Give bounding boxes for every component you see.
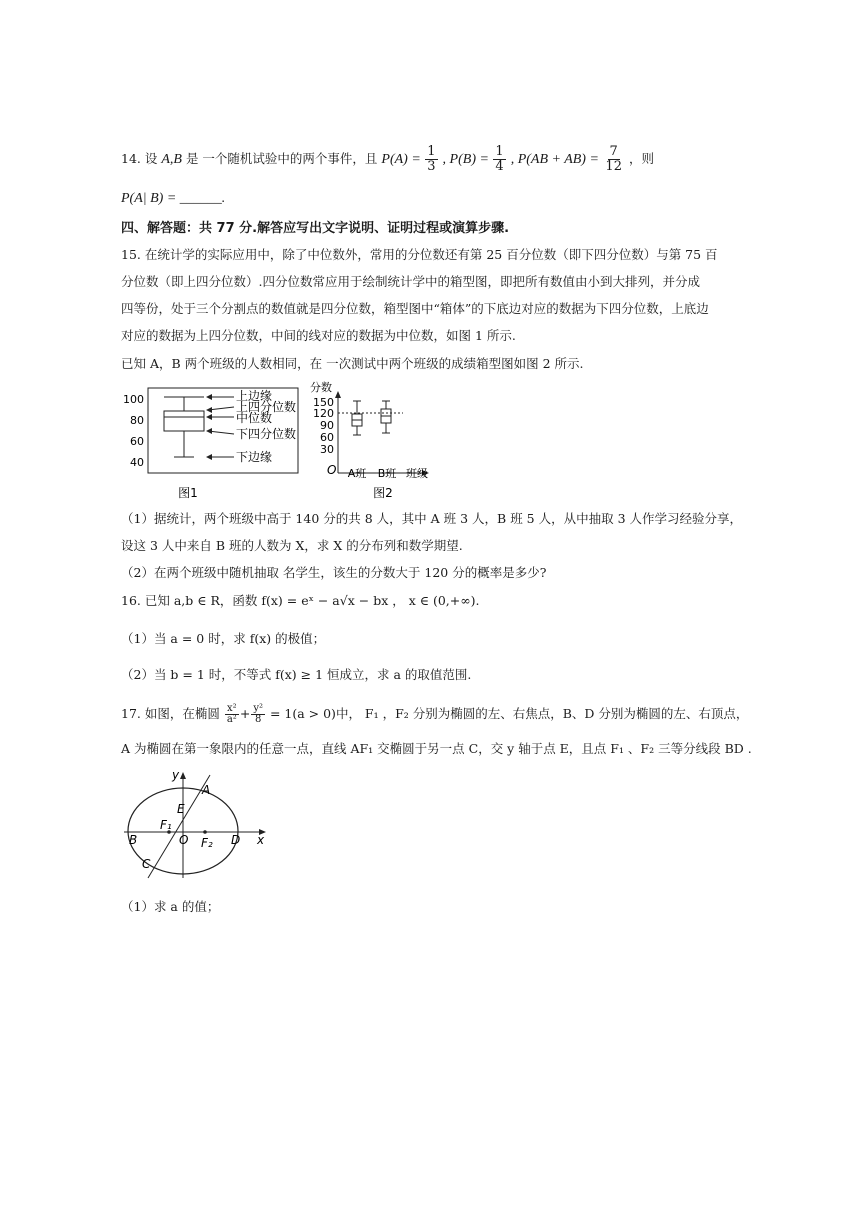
q14-events: A,B	[161, 152, 182, 167]
q16-sub1: （1）当 a = 0 时，求 f(x) 的极值；	[121, 631, 326, 646]
fig1-box	[164, 411, 204, 431]
q14-pb: , P(B) =	[442, 152, 493, 167]
label-d: D	[231, 833, 241, 847]
q17-frac-x: $\frac{\text{x²}}{\text{a²}}$	[226, 703, 237, 725]
q14-text: 是 一个随机试验中的两个事件，且	[185, 151, 378, 166]
q15-p3: 四等份，处于三个分割点的数值就是四分位数，箱型图中“箱体”的下底边对应的数据为下四分位数，上底边	[121, 301, 709, 316]
fig2-caption: 图2	[373, 486, 393, 500]
figure-ellipse	[120, 766, 280, 881]
fig2-xlabel-b: B班	[377, 467, 397, 480]
q15-sub2: （2）在两个班级中随机抽取 名学生，该生的分数大于 120 分的概率是多少?	[121, 565, 547, 580]
q14-pa: P(A) =	[381, 152, 425, 167]
point-f2	[203, 830, 207, 834]
q17-eq-rest: = 1(a > 0)	[265, 706, 336, 721]
section4-title: 四、解答题：共 77 分.解答应写出文字说明、证明过程或演算步骤.	[121, 221, 510, 236]
q17-line2: A 为椭圆在第一象限内的任意一点，直线 AF₁ 交椭圆于另一点 C，交 y 轴于点 E，且点 F₁ 、F₂ 三等分线段 BD .	[121, 741, 752, 756]
q17-prefix: 17. 如图，在椭圆	[121, 706, 220, 721]
q14-line1	[121, 145, 654, 174]
fig1-label-upper-edge: 上边缘	[236, 389, 273, 403]
label-e: E	[177, 802, 185, 816]
label-f1: F₁	[160, 818, 172, 832]
fig1-label-upper-quartile: 上四分位数	[236, 400, 297, 414]
fig1-tick-60: 60	[130, 435, 144, 448]
q14-frac2: $\frac{1}{4}$	[495, 144, 504, 174]
q14-number: 14. 设	[121, 151, 158, 166]
q17-stem: 17. 如图，在椭圆 $\frac{\text{x²}}{\text{a²}}$ + $\frac{\text{y²}}{8}$ = 1(a > 0)中， F₁ ，F₂ 分别为椭圆的左、右焦点，B、D 分别为椭圆的左、右顶点，	[121, 703, 749, 725]
fig1-label-lower-quartile: 下四分位数	[236, 427, 297, 441]
fig2-tick-90: 90	[320, 419, 334, 432]
label-a: A	[202, 783, 211, 797]
q14-line2: P(A| B) = ______.	[121, 191, 226, 206]
q17-frac-y: $\frac{\text{y²}}{8}$	[253, 703, 263, 725]
q15-p5: 已知 A，B 两个班级的人数相同，在 一次测试中两个班级的成绩箱型图如图 2 所示.	[121, 356, 584, 371]
label-o: O	[179, 833, 189, 847]
fig1-tick-100: 100	[123, 393, 144, 406]
label-x: x	[257, 833, 265, 847]
fig1-tick-80: 80	[130, 414, 144, 427]
q14-frac3: $\frac{7}{12}$	[605, 144, 622, 174]
q15-p2: 分位数（即上四分位数）.四分位数常应用于绘制统计学中的箱型图，即把所有数值由小到大排列，并分成	[121, 274, 700, 289]
q17-sub1: （1）求 a 的值；	[121, 899, 220, 914]
figure1-boxplot	[118, 382, 308, 502]
fig2-tick-60: 60	[320, 431, 334, 444]
fig2-origin: O	[327, 463, 337, 477]
fig1-tick-40: 40	[130, 456, 144, 469]
q14-frac1: $\frac{1}{3}$	[427, 144, 436, 174]
q16-stem: 16. 已知 a,b ∈ R，函数 f(x) = eˣ − a√x − bx ， x ∈ (0,+∞).	[121, 593, 480, 608]
label-c: C	[142, 857, 151, 871]
q15-sub1a: （1）据统计，两个班级中高于 140 分的共 8 人，其中 A 班 3 人，B 班 5 人，从中抽取 3 人作学习经验分享，	[121, 511, 742, 526]
fig1-caption: 图1	[178, 486, 198, 500]
fig1-label-lower-edge: 下边缘	[236, 450, 273, 464]
fig2-tick-30: 30	[320, 443, 334, 456]
fig2-ylabel: 分数	[310, 381, 332, 394]
fig2-tick-120: 120	[313, 407, 334, 420]
fig2-xlabel-a: A班	[347, 467, 367, 480]
q17-stem-rest: 中， F₁ ，F₂ 分别为椭圆的左、右焦点，B、D 分别为椭圆的左、右顶点，	[335, 706, 749, 721]
q15-sub1b: 设这 3 人中来自 B 班的人数为 X，求 X 的分布列和数学期望.	[121, 538, 463, 553]
fig2-tick-150: 150	[313, 396, 334, 409]
figure2-boxplot	[305, 380, 440, 502]
label-y: y	[172, 768, 180, 782]
q16-sub2: （2）当 b = 1 时，不等式 f(x) ≥ 1 恒成立，求 a 的取值范围.	[121, 667, 472, 682]
q14-then: ，则	[628, 151, 654, 166]
label-f2: F₂	[201, 836, 213, 850]
fig1-label-median: 中位数	[236, 411, 273, 425]
fig2-xaxis-label: 班级	[406, 467, 428, 480]
q15-p4: 对应的数据为上四分位数，中间的线对应的数据为中位数，如图 1 所示.	[121, 328, 516, 343]
label-b: B	[129, 833, 138, 847]
q15-p1: 15. 在统计学的实际应用中，除了中位数外，常用的分位数还有第 25 百分位数（即下四分位数）与第 75 百	[121, 247, 718, 262]
q14-punion: , P(AB + AB) =	[510, 152, 603, 167]
line-af1	[148, 775, 210, 878]
